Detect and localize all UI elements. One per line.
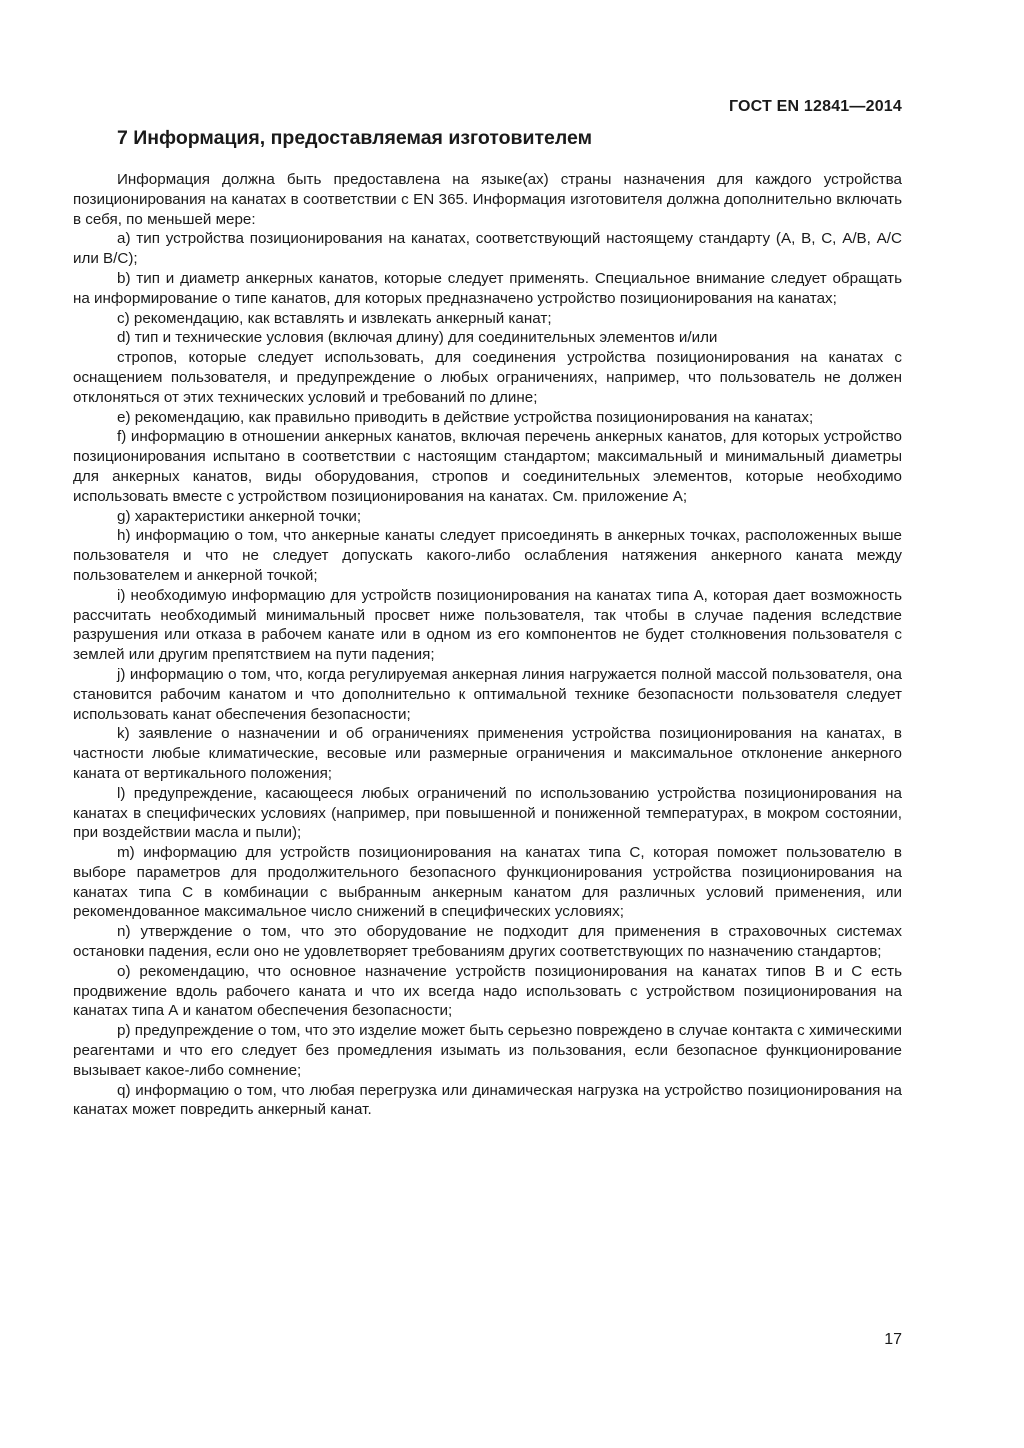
list-item-a: a) тип устройства позиционирования на канатах, соответствующий настоящему стандарту (А, В, С, А/В, А/С или В/С);: [73, 230, 902, 268]
list-item-b: b) тип и диаметр анкерных канатов, которые следует применять. Специальное внимание следует обращать на информирование о типе канатов, для которых предназначено устройство позиционирования на канатах;: [73, 269, 902, 307]
list-item-j: j) информацию о том, что, когда регулируемая анкерная линия нагружается полной массой пользователя, она становится рабочим канатом и что дополнительно к оптимальной технике безопасности пользователя следует использовать канат обеспечения безопасности;: [73, 665, 902, 723]
page-number: 17: [884, 1331, 902, 1348]
list-item-g: g) характеристики анкерной точки;: [117, 507, 362, 525]
list-item-q: q) информацию о том, что любая перегрузка или динамическая нагрузка на устройство позиционирования на канатах может повредить анкерный канат.: [73, 1081, 902, 1119]
list-item-k: k) заявление о назначении и об ограничениях применения устройства позиционирования на канатах, в частности любые климатические, весовые или размерные ограничения и максимальное отклонение анкерного каната от вертикального положения;: [73, 725, 902, 782]
list-item-h: h) информацию о том, что анкерные канаты следует присоединять в анкерных точках, расположенных выше пользователя и что не следует допускать какого-либо ослабления натяжения анкерного каната между пользователем и анкерной точкой;: [73, 527, 902, 584]
list-item-d-continuation: стропов, которые следует использовать, для соединения устройства позиционирования на канатах с оснащением пользователя, и предупреждение о любых ограничениях, например, что пользователь не должен отклоняться от этих технических условий и требований по длине;: [73, 349, 902, 406]
list-item-p: p) предупреждение о том, что это изделие может быть серьезно повреждено в случае контакта с химическими реагентами и что его следует без промедления изымать из пользования, если безопасное функционирование вызывает какое-либо сомнение;: [73, 1022, 902, 1079]
list-item-o: o) рекомендацию, что основное назначение устройств позиционирования на канатах типов В и С есть продвижение вдоль рабочего каната и что их всегда надо использовать с устройством позиционирования на канатах типа А и канатом обеспечения безопасности;: [73, 962, 902, 1020]
intro-paragraph: Информация должна быть предоставлена на языке(ах) страны назначения для каждого устройства позиционирования на канатах в соответствии с EN 365. Информация изготовителя должна дополнительно включать в себя, по меньшей мере:: [73, 171, 902, 228]
list-item-f: f) информацию в отношении анкерных канатов, включая перечень анкерных канатов, для которых устройство позиционирования испытано в соответствии с настоящим стандартом; максимальный и минимальный диаметры для анкерных канатов, виды оборудования, стропов и соединительных элементов, которые необходимо использовать вместе с устройством позиционирования на канатах. См. приложение А;: [73, 428, 902, 505]
list-item-e: e) рекомендацию, как правильно приводить в действие устройства позиционирования на канатах;: [117, 408, 814, 426]
list-item-i: i) необходимую информацию для устройств позиционирования на канатах типа А, которая дает возможность рассчитать необходимый минимальный просвет ниже пользователя, так чтобы в случае падения вследствие разрушения или отказа в рабочем канате или в одном из его компонентов не будет столкновения пользователя с землей или другим препятствием на пути падения;: [73, 586, 902, 664]
list-item-l: l) предупреждение, касающееся любых ограничений по использованию устройства позиционирования на канатах в специфических условиях (например, при повышенной и пониженной температурах, в мокром состоянии, при воздействии масла и пыли);: [73, 784, 902, 842]
list-item-c: c) рекомендацию, как вставлять и извлекать анкерный канат;: [117, 309, 552, 327]
section-title: 7 Информация, предоставляемая изготовителем: [117, 127, 593, 149]
list-item-m: m) информацию для устройств позиционирования на канатах типа С, которая поможет пользователю в выборе параметров для продолжительного безопасного функционирования устройства позиционирования на канатах типа С в комбинации с выбранным анкерным канатом для различных условий применения, или рекомендованное максимальное число снижений в специфических условиях;: [73, 844, 902, 921]
document-id-header: ГОСТ EN 12841—2014: [728, 98, 902, 115]
section-body: [73, 170, 902, 1120]
list-item-d: d) тип и технические условия (включая длину) для соединительных элементов и/или: [117, 329, 718, 347]
list-item-n: n) утверждение о том, что это оборудование не подходит для применения в страховочных системах остановки падения, если оно не удовлетворяет требованиям других соответствующих по назначению стандартов;: [73, 923, 902, 961]
